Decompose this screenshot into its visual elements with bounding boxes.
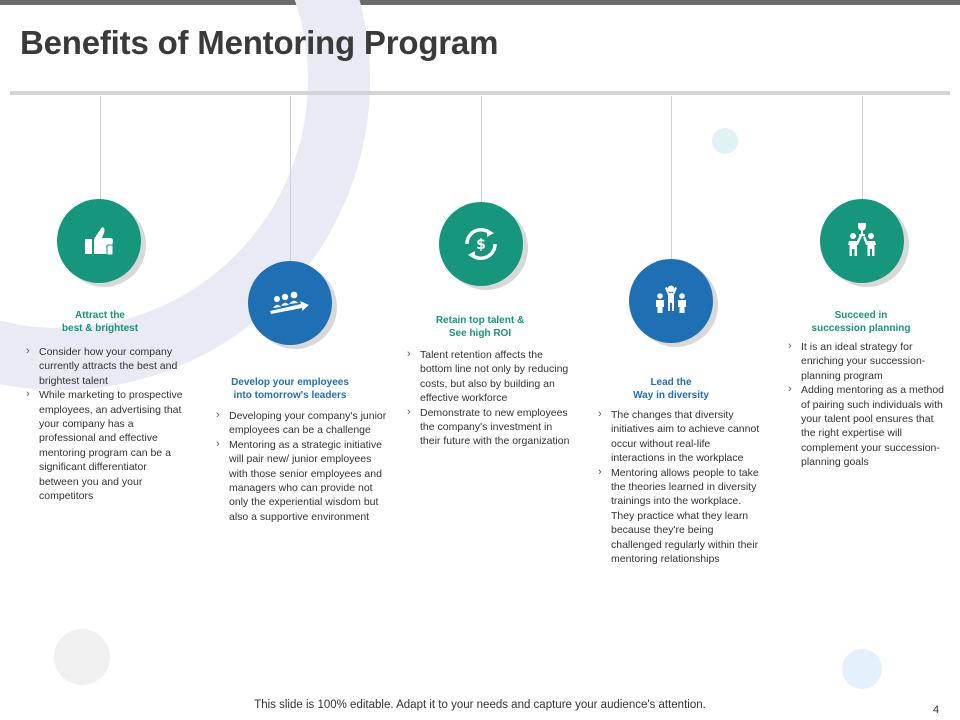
diverse-group-icon (648, 278, 694, 324)
benefit-bullets (596, 408, 766, 566)
hanging-line (862, 96, 863, 200)
bullet-item: › Mentoring as a strategic initiative will pair new/ junior employees with those senior employees and managers who can provide not only the experiential wisdom but also a supportive environment (214, 438, 389, 524)
slide-title: Benefits of Mentoring Program (20, 24, 499, 61)
bullet-item: › Developing your company's junior employees can be a challenge (214, 409, 389, 438)
team-growth-icon (267, 280, 313, 326)
bullet-item: › Adding mentoring as a method of pairing such individuals with your talent pool ensures that the right expertise will complement your succession-planning goals (786, 383, 946, 469)
thumbs-up-icon (76, 218, 122, 264)
bullet-item: › It is an ideal strategy for enriching your succession-planning program (786, 340, 946, 383)
benefit-circle-diversity (629, 259, 715, 345)
benefit-heading: Retain top talent & See high ROI (435, 315, 525, 339)
benefit-bullets (786, 340, 946, 470)
dollar-cycle-icon (458, 221, 504, 267)
benefit-heading: Develop your employees into tomorrow's leaders (231, 377, 349, 401)
hanging-line (100, 96, 101, 200)
benefit-heading: Succeed in succession planning (811, 310, 911, 334)
benefit-heading: Lead the Way in diversity (633, 377, 709, 401)
footer-note: This slide is 100% editable. Adapt it to your needs and capture your audience's attention. (254, 699, 706, 711)
hanging-line (481, 96, 482, 204)
benefit-circle-develop (248, 261, 334, 347)
bullet-item: › While marketing to prospective employees, an advertising that your company has a professional and effective mentoring program can be a significant differentiator between you and your competitors (24, 388, 184, 503)
bullet-item: › Mentoring allows people to take the theories learned in diversity trainings into the workplace. They practice what they learn because they're being challenged regularly within their mentoring relationships (596, 466, 766, 567)
bullet-item: › Demonstrate to new employees the company's investment in their future with the organization (405, 406, 570, 449)
benefit-heading: Attract the best & brightest (61, 310, 139, 334)
benefit-circle-retain (439, 202, 525, 288)
page-number: 4 (933, 704, 940, 716)
benefit-bullets (24, 345, 184, 503)
decorative-dot (54, 629, 110, 685)
hanging-line (290, 96, 291, 262)
benefit-bullets (214, 409, 389, 524)
bullet-item: › Talent retention affects the bottom line not only by reducing costs, but also by building an effective workforce (405, 348, 570, 406)
decorative-dot (842, 649, 882, 689)
benefit-circle-attract (57, 199, 143, 285)
svg-text:$: $ (476, 237, 486, 253)
hanging-line (671, 96, 672, 262)
trophy-team-icon (839, 218, 885, 264)
bullet-item: › Consider how your company currently attracts the best and brightest talent (24, 345, 184, 388)
benefit-circle-succession (820, 199, 906, 285)
benefit-bullets (405, 348, 570, 449)
title-divider (10, 91, 950, 95)
decorative-dot (712, 128, 738, 154)
bullet-item: › The changes that diversity initiatives aim to achieve cannot occur without real-life interactions in the workplace (596, 408, 766, 466)
